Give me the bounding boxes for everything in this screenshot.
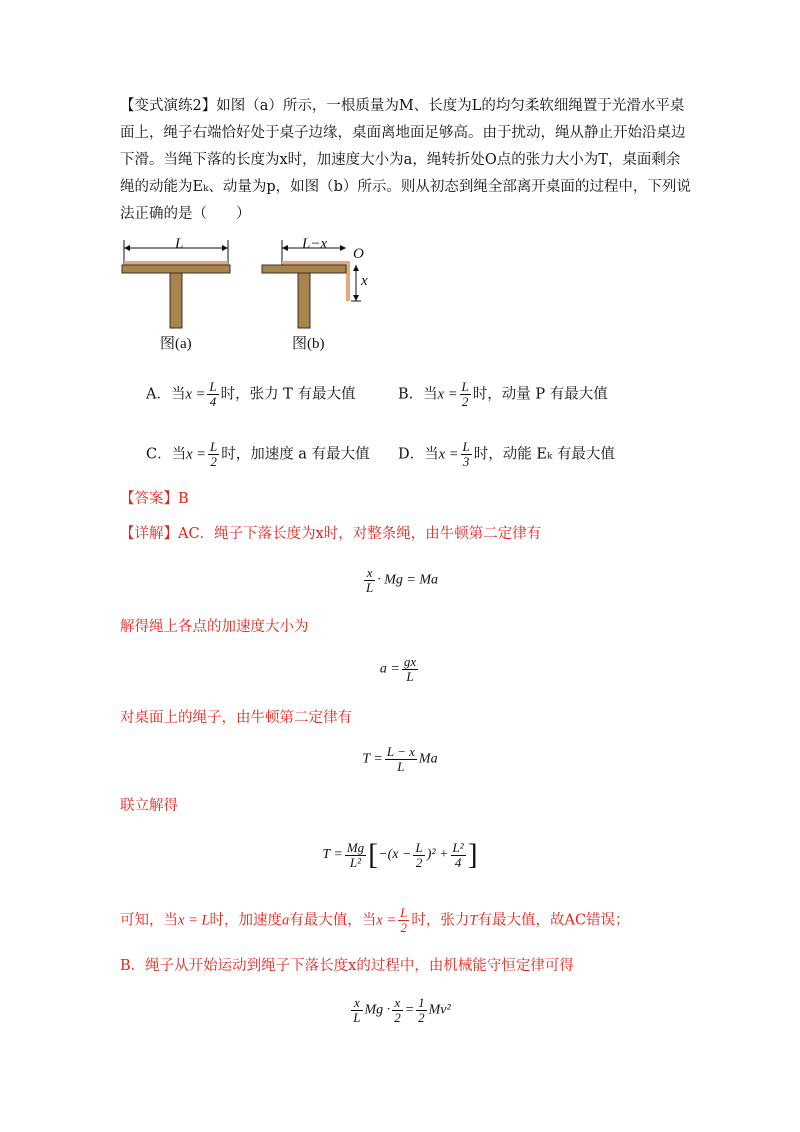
rope-b-hanging	[346, 261, 350, 301]
answer	[120, 489, 680, 509]
fig-b-x-label: x	[361, 273, 368, 289]
tabletop-a	[122, 265, 230, 273]
equation-3: T = $\frac{L - x}{L}$ Ma	[362, 744, 438, 774]
explanation-line-2: 解得绳上各点的加速度大小为	[120, 619, 309, 635]
answer-value: B	[178, 491, 189, 507]
fig-b-point-o: O	[353, 246, 364, 262]
explanation-label: 【详解】	[120, 526, 178, 542]
fig-b-length-label: L−x	[302, 236, 328, 252]
explanation-line-6: B．绳子从开始运动到绳子下落长度x的过程中，由机械能守恒定律可得	[120, 958, 574, 974]
question-line-2: 面上，绳子右端恰好处于桌子边缘，桌面离地面足够高。由于扰动，绳从静止开始沿桌边	[120, 125, 686, 141]
question-text: 如图（a）所示，一根质量为M、长度为L的均匀柔软细绳置于光滑水平桌	[216, 98, 685, 114]
table-leg-a	[170, 273, 182, 328]
question-line-4: 绳的动能为Eₖ、动量为p，如图（b）所示。则从初态到绳全部离开桌面的过程中，下列说	[120, 179, 691, 195]
answer-label: 【答案】	[120, 491, 178, 507]
equation-2: a = $\frac{gx}{L}$	[379, 654, 417, 684]
fig-a-caption: 图(a)	[160, 336, 192, 352]
question-line-3: 下滑。当绳下落的长度为x时，加速度大小为a，绳转折处O点的张力大小为T，桌面剩余	[120, 152, 681, 168]
option-a[interactable]: A．当x = $\frac{L}{4}$ 时，张力 T 有最大值	[146, 379, 356, 409]
fig-a-length-label: L	[175, 236, 184, 252]
fig-b-caption: 图(b)	[292, 336, 325, 352]
question-line-1	[120, 96, 685, 116]
rope-b-horizontal	[282, 261, 350, 265]
question-tag: 【变式演练2】	[120, 98, 217, 114]
question-line-5: 法正确的是（ ）	[120, 206, 251, 222]
option-b[interactable]: B．当x = $\frac{L}{2}$ 时，动量 P 有最大值	[398, 379, 608, 409]
rope-a	[124, 261, 228, 265]
table-leg-b	[298, 273, 310, 328]
equation-4: T = $\frac{Mg}{\text{L²}}$ [−(x − $\frac{L}{2}$ )² + $\frac{\text{L²}}{4}$ ]	[322, 838, 478, 871]
equation-1: $\frac{x}{L}$ · Mg = Ma	[365, 565, 438, 595]
explanation-line-4: 联立解得	[120, 798, 178, 814]
tabletop-b	[262, 265, 346, 273]
option-c[interactable]: C．当x = $\frac{L}{2}$ 时，加速度 a 有最大值	[146, 439, 370, 469]
equation-5: $\frac{x}{L}$ Mg · $\frac{x}{2}$ = $\frac{1}{2}$ Mv²	[353, 995, 451, 1025]
explanation-line-5: 可知，当x = L时，加速度a有最大值，当x = $\frac{L}{2}$ 时，张力T有最大值，故AC错误；	[120, 905, 630, 935]
explanation-line-1: 【详解】AC．绳子下落长度为x时，对整条绳，由牛顿第二定律有	[120, 526, 542, 542]
option-d[interactable]: D．当x = $\frac{L}{3}$ 时，动能 Eₖ 有最大值	[398, 439, 615, 469]
explanation-line-3: 对桌面上的绳子，由牛顿第二定律有	[120, 710, 352, 726]
